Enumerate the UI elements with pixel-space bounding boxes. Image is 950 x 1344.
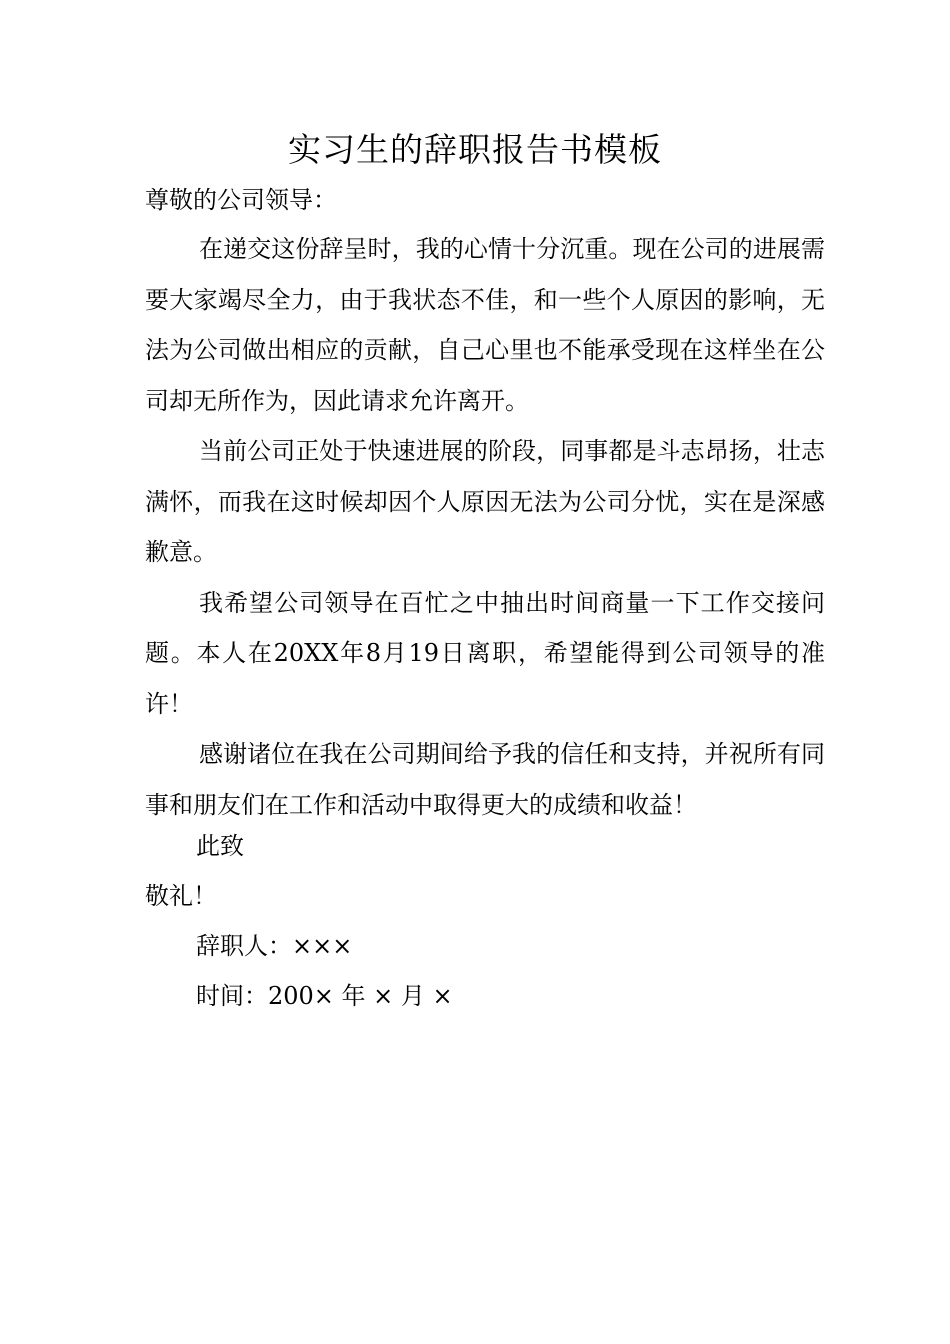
salutation: 尊敬的公司领导： (145, 186, 337, 214)
closing-line: 此致 (196, 832, 244, 860)
paragraph-1: 在递交这份辞呈时，我的心情十分沉重。现在公司的进展需要大家竭尽全力，由于我状态不佳，和一些个人原因的影响，无法为公司做出相应的贡献，自己心里也不能承受现在这样坐在公司却无所作为，因此请求允许离开。 (145, 235, 825, 415)
regards-line: 敬礼！ (145, 882, 217, 910)
signer-line: 辞职人：××× (196, 932, 353, 960)
paragraph-2: 当前公司正处于快速进展的阶段，同事都是斗志昂扬，壮志满怀，而我在这时候却因个人原因无法为公司分忧，实在是深感歉意。 (145, 437, 825, 566)
document-title: 实习生的辞职报告书模板 (288, 130, 662, 169)
date-line: 时间：200× 年 × 月 × (196, 982, 453, 1010)
paragraph-3: 我希望公司领导在百忙之中抽出时间商量一下工作交接问题。本人在20XX年8月19日离职，希望能得到公司领导的准许！ (145, 588, 825, 718)
letter-body (145, 224, 825, 830)
paragraph-4: 感谢诸位在我在公司期间给予我的信任和支持，并祝所有同事和朋友们在工作和活动中取得更大的成绩和收益！ (145, 740, 825, 819)
